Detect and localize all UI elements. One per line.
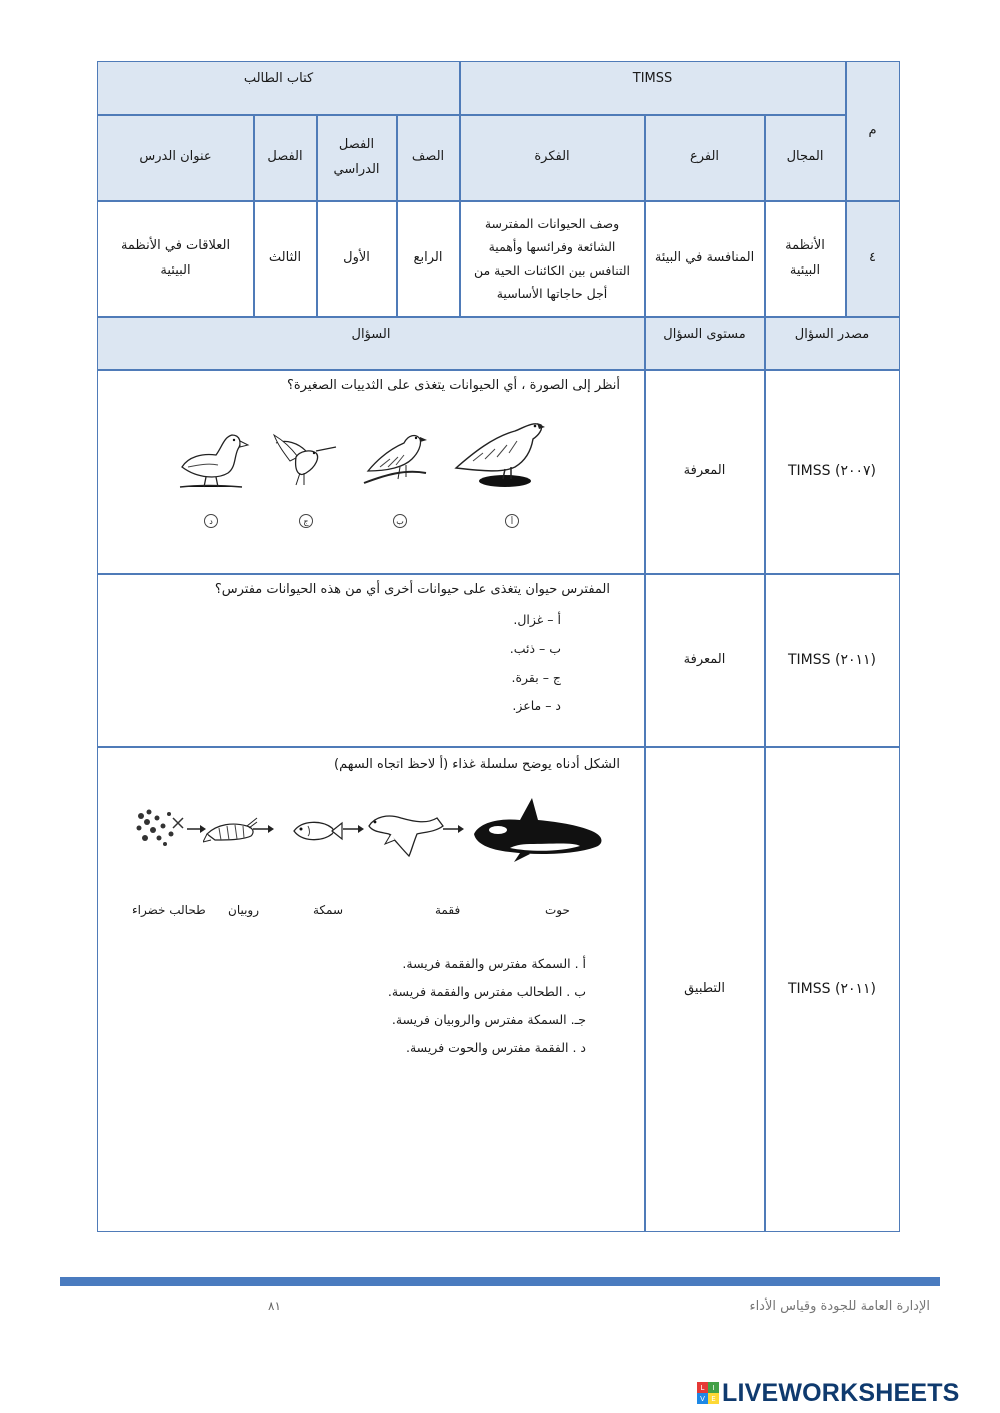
liveworksheets-logo[interactable] [697,1376,997,1410]
logo-text: LIVEWORKSHEETS [722,1378,960,1407]
whale-icon [470,794,608,864]
duck-icon [178,427,250,492]
grade-header: الصف [411,149,445,165]
question-header: السؤال [351,326,391,342]
domain-header: المجال [786,149,824,165]
idea-value: وصف الحيوانات المفترسة الشائعة وفرائسها وأهمية التنافس بين الكائنات الحية من أجل حاجاتها الأساسية [473,216,631,301]
chapter-header: الفصل [267,149,303,165]
question-3-option: جـ. السمكة مفترس والروبيان فريسة. [391,1012,586,1027]
question-1-text: أنظر إلى الصورة ، أي الحيوانات يتغذى على الثدييات الصغيرة؟ [286,378,620,393]
question-3-option: د . الفقمة مفترس والحوت فريسة. [406,1040,586,1055]
question-1-level: المعرفة [683,463,726,479]
branch-header: الفرع [689,149,720,165]
domain-value: الأنظمة البيئية [785,237,825,278]
arrow-icon [443,823,465,835]
question-2-text: المفترس حيوان يتغذى على حيوانات أخرى أي من هذه الحيوانات مفترس؟ [214,582,610,597]
option-a-label: أ [505,514,519,528]
semester-header: الفصل الدراسي [333,136,380,177]
option-b-label: ب [393,514,407,528]
question-3-option: ب . الطحالب مفترس والفقمة فريسة. [387,984,586,999]
fish-icon [288,816,343,846]
finch-icon [360,423,430,488]
lesson-title-header: عنوان الدرس [139,149,212,165]
question-1-figure [170,405,560,540]
question-3-source: TIMSS (٢٠١١) [788,981,876,998]
arrow-icon [343,823,365,835]
seal-icon [365,804,445,859]
semester-value: الأول [343,250,370,266]
arrow-icon [253,823,275,835]
chain-label-fish: سمكة [313,903,344,917]
question-3-level: التطبيق [684,981,725,997]
branch-value: المنافسة في البيئة [654,250,755,266]
question-3-option: أ . السمكة مفترس والفقمة فريسة. [402,956,586,971]
question-2-source: TIMSS (٢٠١١) [788,652,876,669]
shrimp-icon [203,814,258,849]
student-book-header: كتاب الطالب [243,71,314,87]
page-number: ٨١ [268,1299,281,1313]
option-d-label: د [204,514,218,528]
chain-label-seal: فقمة [435,903,461,917]
question-source-header: مصدر السؤال [794,326,870,342]
food-chain-figure [125,790,615,870]
row-number: ٤ [869,250,876,266]
department-name: الإدارة العامة للجودة وقياس الأداء [749,1299,930,1314]
question-2-option: ج – بقرة. [511,670,561,685]
question-level-header: مستوى السؤال [663,326,746,342]
col-number-header: م [868,122,877,138]
lesson-title-value: العلاقات في الأنظمة البيئية [120,237,231,278]
chapter-value: الثالث [268,250,302,266]
question-2-option: ب – ذئب. [509,641,561,656]
question-1-source: TIMSS (٢٠٠٧) [788,463,876,480]
footer-bar [60,1277,940,1286]
chain-label-shrimp: روبيان [228,903,260,917]
timss-header: TIMSS [632,71,673,87]
grade-value: الرابع [413,250,443,266]
question-3-options [330,950,586,1070]
chain-label-whale: حوت [545,903,570,917]
chain-label-algae: طحالب خضراء [132,903,206,917]
question-3-text: الشكل أدناه يوضح سلسلة غذاء (أ لاحظ اتجاه السهم) [334,757,620,772]
eagle-icon [453,413,548,488]
hummingbird-icon [270,427,340,489]
option-c-label: ج [299,514,313,528]
algae-icon [133,806,188,851]
question-2-level: المعرفة [683,652,726,668]
question-2-option: أ – غزال. [513,612,561,627]
logo-badge: L I V E [697,1382,719,1404]
question-2-options [420,606,561,721]
idea-header: الفكرة [534,149,570,165]
question-2-option: د – ماعز. [512,698,561,713]
